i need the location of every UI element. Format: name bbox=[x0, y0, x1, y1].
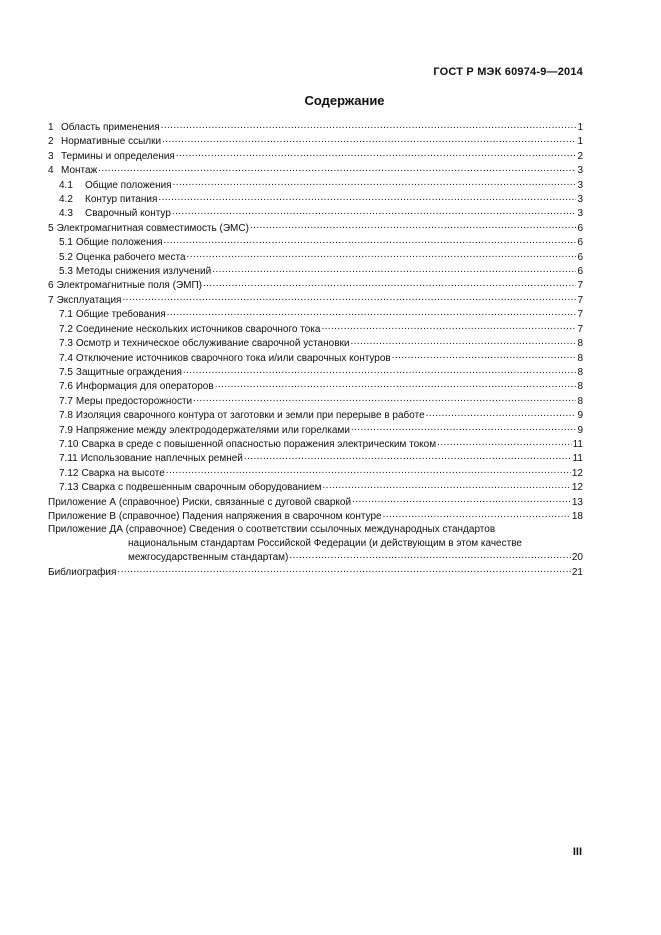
toc-entry[interactable] bbox=[48, 235, 583, 249]
dot-leader bbox=[172, 206, 577, 216]
toc-entry[interactable] bbox=[48, 163, 583, 177]
toc-entry-label bbox=[59, 323, 320, 336]
toc-entry[interactable] bbox=[48, 250, 583, 264]
toc-entry-number: 7.13 bbox=[59, 482, 79, 494]
dot-leader bbox=[383, 509, 571, 519]
toc-entry-page: 3 bbox=[577, 165, 583, 177]
toc-entry-label bbox=[48, 294, 121, 307]
toc-entry-title: Меры предосторожности bbox=[75, 395, 193, 407]
toc-entry-title: Информация для операторов bbox=[75, 381, 214, 393]
toc-entry-label bbox=[59, 380, 214, 393]
toc-entry-number: 7.1 bbox=[59, 309, 73, 321]
toc-entry[interactable] bbox=[48, 351, 583, 365]
toc-entry[interactable] bbox=[48, 509, 583, 523]
toc-entry-page: 1 bbox=[577, 136, 583, 148]
dot-leader bbox=[321, 322, 576, 332]
dot-leader bbox=[173, 178, 577, 188]
toc-entry-page: 1 bbox=[577, 122, 583, 133]
toc-entry-title: Соединение нескольких источников сварочного тока bbox=[75, 323, 321, 335]
toc-entry-title: Изоляция сварочного контура от заготовки и земли при перерыве в работе bbox=[75, 410, 425, 422]
dot-leader bbox=[392, 351, 577, 361]
toc-entry-title: Оценка рабочего места bbox=[75, 251, 186, 263]
toc-entry-title: Сварка на высоте bbox=[81, 467, 165, 479]
toc-entry-label bbox=[59, 251, 186, 264]
toc-entry-number: 7.6 bbox=[59, 381, 73, 393]
dot-leader bbox=[426, 408, 577, 418]
toc-entry-page: 8 bbox=[577, 338, 583, 350]
toc-entry-page: 8 bbox=[577, 395, 583, 407]
dot-leader bbox=[183, 365, 577, 375]
toc-entry[interactable] bbox=[48, 307, 583, 321]
toc-entry-page: 11 bbox=[572, 453, 583, 465]
toc-entry-title: Нормативные ссылки bbox=[61, 136, 162, 148]
toc-entry[interactable] bbox=[48, 149, 583, 163]
toc-entry-number: 7 bbox=[48, 294, 54, 306]
toc-entry-label bbox=[59, 409, 425, 422]
toc-entry-page: 8 bbox=[577, 381, 583, 393]
toc-entry[interactable] bbox=[48, 278, 583, 292]
appendix-da-line-3-text: межгосударственным стандартам) bbox=[128, 552, 289, 564]
toc-entry-page: 6 bbox=[577, 266, 583, 278]
toc-entry[interactable] bbox=[48, 379, 583, 393]
toc-entry[interactable] bbox=[48, 437, 583, 451]
dot-leader bbox=[352, 495, 571, 505]
dot-leader bbox=[437, 437, 572, 447]
toc-entry-page: 2 bbox=[577, 150, 583, 162]
toc-entry-label bbox=[59, 438, 436, 451]
toc-entry-title: Методы снижения излучений bbox=[75, 266, 212, 278]
appendix-da-line-3 bbox=[48, 550, 583, 564]
dot-leader bbox=[167, 307, 577, 317]
dot-leader bbox=[215, 379, 577, 389]
toc-entry-page: 11 bbox=[572, 438, 583, 450]
dot-leader bbox=[158, 192, 576, 202]
toc-entry-page: 7 bbox=[577, 294, 583, 306]
toc-entry-title: Термины и определения bbox=[61, 150, 175, 162]
toc-entry-page: 6 bbox=[577, 237, 583, 249]
toc-entry-title: Монтаж bbox=[61, 165, 98, 177]
dot-leader bbox=[161, 120, 577, 130]
toc-entry[interactable] bbox=[48, 322, 583, 336]
toc-entry[interactable] bbox=[48, 178, 583, 192]
toc-entry-number: 7.7 bbox=[59, 395, 73, 407]
bibliography-label: Библиография bbox=[48, 566, 117, 578]
toc-entry[interactable] bbox=[48, 394, 583, 408]
dot-leader bbox=[162, 134, 576, 144]
toc-entry-label bbox=[59, 179, 172, 192]
toc-entry-label bbox=[59, 193, 157, 206]
dot-leader bbox=[187, 250, 577, 260]
dot-leader bbox=[117, 565, 570, 575]
toc-entry-number: 7.2 bbox=[59, 323, 73, 335]
toc-entry-label bbox=[59, 452, 243, 465]
toc-entry-title: Сварочный контур bbox=[85, 208, 171, 220]
toc-entry-label bbox=[59, 395, 192, 408]
toc-entry-number: 5 bbox=[48, 222, 54, 234]
toc-entry-number: 7.10 bbox=[59, 438, 79, 450]
toc-entry-title: Осмотр и техническое обслуживание сварочной установки bbox=[75, 338, 350, 350]
toc-entry[interactable] bbox=[48, 336, 583, 350]
table-of-contents bbox=[48, 120, 583, 579]
toc-entry-label bbox=[59, 308, 166, 321]
dot-leader bbox=[166, 466, 571, 476]
toc-entry-title: Общие положения bbox=[85, 179, 172, 191]
toc-entry-number: 3 bbox=[48, 150, 54, 162]
dot-leader bbox=[289, 550, 570, 560]
toc-entry-page: 7 bbox=[577, 323, 583, 335]
toc-entry-page: 20 bbox=[571, 552, 583, 564]
toc-entry-label bbox=[48, 222, 249, 235]
toc-entry-label bbox=[59, 424, 350, 437]
toc-entry-title: Область применения bbox=[61, 122, 160, 133]
toc-entry-title: Эксплуатация bbox=[56, 294, 122, 306]
toc-entry-page: 3 bbox=[577, 208, 583, 220]
toc-entry-number: 2 bbox=[48, 136, 54, 148]
toc-entry-number: 5.2 bbox=[59, 251, 73, 263]
toc-entry-page: 18 bbox=[571, 510, 583, 522]
toc-entry-label bbox=[59, 207, 171, 220]
toc-entry-number: 7.12 bbox=[59, 467, 79, 479]
toc-entry-number: 7.4 bbox=[59, 352, 73, 364]
toc-entry-title: Контур питания bbox=[85, 194, 158, 206]
toc-entry-label bbox=[48, 496, 351, 509]
dot-leader bbox=[351, 423, 577, 433]
toc-entry-label bbox=[48, 164, 97, 177]
toc-entry-page: 7 bbox=[577, 309, 583, 321]
toc-entry-number: 6 bbox=[48, 280, 54, 292]
toc-entry-title: Отключение источников сварочного тока и/или сварочных контуров bbox=[75, 352, 391, 364]
toc-entry-page: 9 bbox=[577, 424, 583, 436]
dot-leader bbox=[203, 278, 576, 288]
toc-entry-number: 4.3 bbox=[59, 208, 73, 220]
toc-entry-page: 12 bbox=[571, 482, 583, 494]
toc-entry[interactable] bbox=[48, 221, 583, 235]
toc-entry-title: Сварка в среде с повышенной опасностью поражения электрическим током bbox=[81, 438, 437, 450]
toc-entry-page: 9 bbox=[577, 410, 583, 422]
toc-entry-page: 8 bbox=[577, 352, 583, 364]
toc-entry[interactable] bbox=[48, 134, 583, 148]
toc-entry-number: 5.3 bbox=[59, 266, 73, 278]
toc-entry-page: 6 bbox=[577, 251, 583, 263]
toc-entry-page: 8 bbox=[577, 366, 583, 378]
toc-entry-label bbox=[59, 352, 391, 365]
toc-entry-number: 7.5 bbox=[59, 366, 73, 378]
dot-leader bbox=[212, 264, 576, 274]
toc-entry-page: 3 bbox=[577, 194, 583, 206]
toc-entry[interactable] bbox=[48, 408, 583, 422]
page-number: III bbox=[572, 846, 582, 858]
toc-entry[interactable] bbox=[48, 206, 583, 220]
toc-entry-title: Приложение А (справочное) Риски, связанные с дуговой сваркой bbox=[48, 496, 352, 508]
toc-entry-page: 13 bbox=[571, 496, 583, 508]
toc-entry-page: 21 bbox=[571, 566, 583, 578]
toc-entry-title: Использование наплечных ремней bbox=[80, 453, 243, 465]
dot-leader bbox=[176, 149, 577, 159]
toc-entry-page: 3 bbox=[577, 179, 583, 191]
toc-entry-title: Электромагнитные поля (ЭМП) bbox=[56, 280, 202, 292]
dot-leader bbox=[244, 451, 572, 461]
toc-entry-label bbox=[59, 481, 321, 494]
toc-entry-label bbox=[59, 236, 163, 249]
toc-entry[interactable] bbox=[48, 495, 583, 509]
toc-entry-label bbox=[48, 510, 382, 523]
dot-leader bbox=[122, 293, 576, 303]
toc-entry-label bbox=[48, 135, 161, 148]
toc-entry[interactable] bbox=[48, 120, 583, 134]
toc-entry-title: Общие требования bbox=[75, 309, 166, 321]
toc-entry-label bbox=[59, 467, 165, 480]
dot-leader bbox=[350, 336, 576, 346]
toc-entry-title: Приложение В (справочное) Падения напряжения в сварочном контуре bbox=[48, 510, 382, 522]
toc-entry-title: Общие положения bbox=[75, 237, 163, 249]
toc-entry-label bbox=[59, 265, 211, 278]
toc-entry-number: 7.11 bbox=[59, 453, 78, 465]
toc-entry-number: 4.2 bbox=[59, 194, 73, 206]
toc-entry-bibliography[interactable] bbox=[48, 565, 583, 579]
dot-leader bbox=[250, 221, 577, 231]
dot-leader bbox=[164, 235, 577, 245]
dot-leader bbox=[322, 480, 570, 490]
toc-entry-title: Сварка с подвешенным сварочным оборудованием bbox=[81, 482, 322, 494]
page-title: Содержание bbox=[304, 93, 385, 108]
toc-entry-page: 12 bbox=[571, 467, 583, 479]
dot-leader bbox=[193, 394, 576, 404]
toc-entry-title: Электромагнитная совместимость (ЭМС) bbox=[56, 222, 249, 234]
toc-entry[interactable] bbox=[48, 451, 583, 465]
toc-entry-title: Защитные ограждения bbox=[75, 366, 182, 378]
toc-entry-label bbox=[59, 337, 349, 350]
toc-entry-number: 7.8 bbox=[59, 410, 73, 422]
toc-entry[interactable] bbox=[48, 293, 583, 307]
toc-entry[interactable] bbox=[48, 466, 583, 480]
toc-entry[interactable] bbox=[48, 192, 583, 206]
toc-entry-number: 4 bbox=[48, 165, 54, 177]
toc-entry-number: 4.1 bbox=[59, 179, 73, 191]
toc-entry-label bbox=[59, 366, 182, 379]
toc-entry-label bbox=[48, 121, 160, 134]
toc-entry-number: 7.3 bbox=[59, 338, 73, 350]
toc-entry[interactable] bbox=[48, 365, 583, 379]
toc-entry-title: Напряжение между электрододержателями или горелками bbox=[75, 424, 350, 436]
document-code-header: ГОСТ Р МЭК 60974-9—2014 bbox=[433, 66, 583, 78]
toc-entry[interactable] bbox=[48, 480, 583, 494]
dot-leader bbox=[98, 163, 576, 173]
toc-entry-page: 6 bbox=[577, 222, 583, 234]
toc-entry[interactable] bbox=[48, 423, 583, 437]
toc-entry-number: 5.1 bbox=[59, 237, 73, 249]
toc-entry-page: 7 bbox=[577, 280, 583, 292]
toc-entry-appendix-da[interactable] bbox=[48, 523, 583, 564]
toc-entry-number: 1 bbox=[48, 122, 54, 133]
appendix-da-line-1: Приложение ДА (справочное) Сведения о соответствии ссылочных международных стандартов bbox=[48, 524, 496, 536]
toc-entry-label bbox=[48, 279, 202, 292]
toc-entry-number: 7.9 bbox=[59, 424, 73, 436]
appendix-da-line-2: национальным стандартам Российской Федерации (и действующим в этом качестве bbox=[128, 537, 522, 549]
toc-entry[interactable] bbox=[48, 264, 583, 278]
toc-entry-label bbox=[48, 150, 175, 163]
